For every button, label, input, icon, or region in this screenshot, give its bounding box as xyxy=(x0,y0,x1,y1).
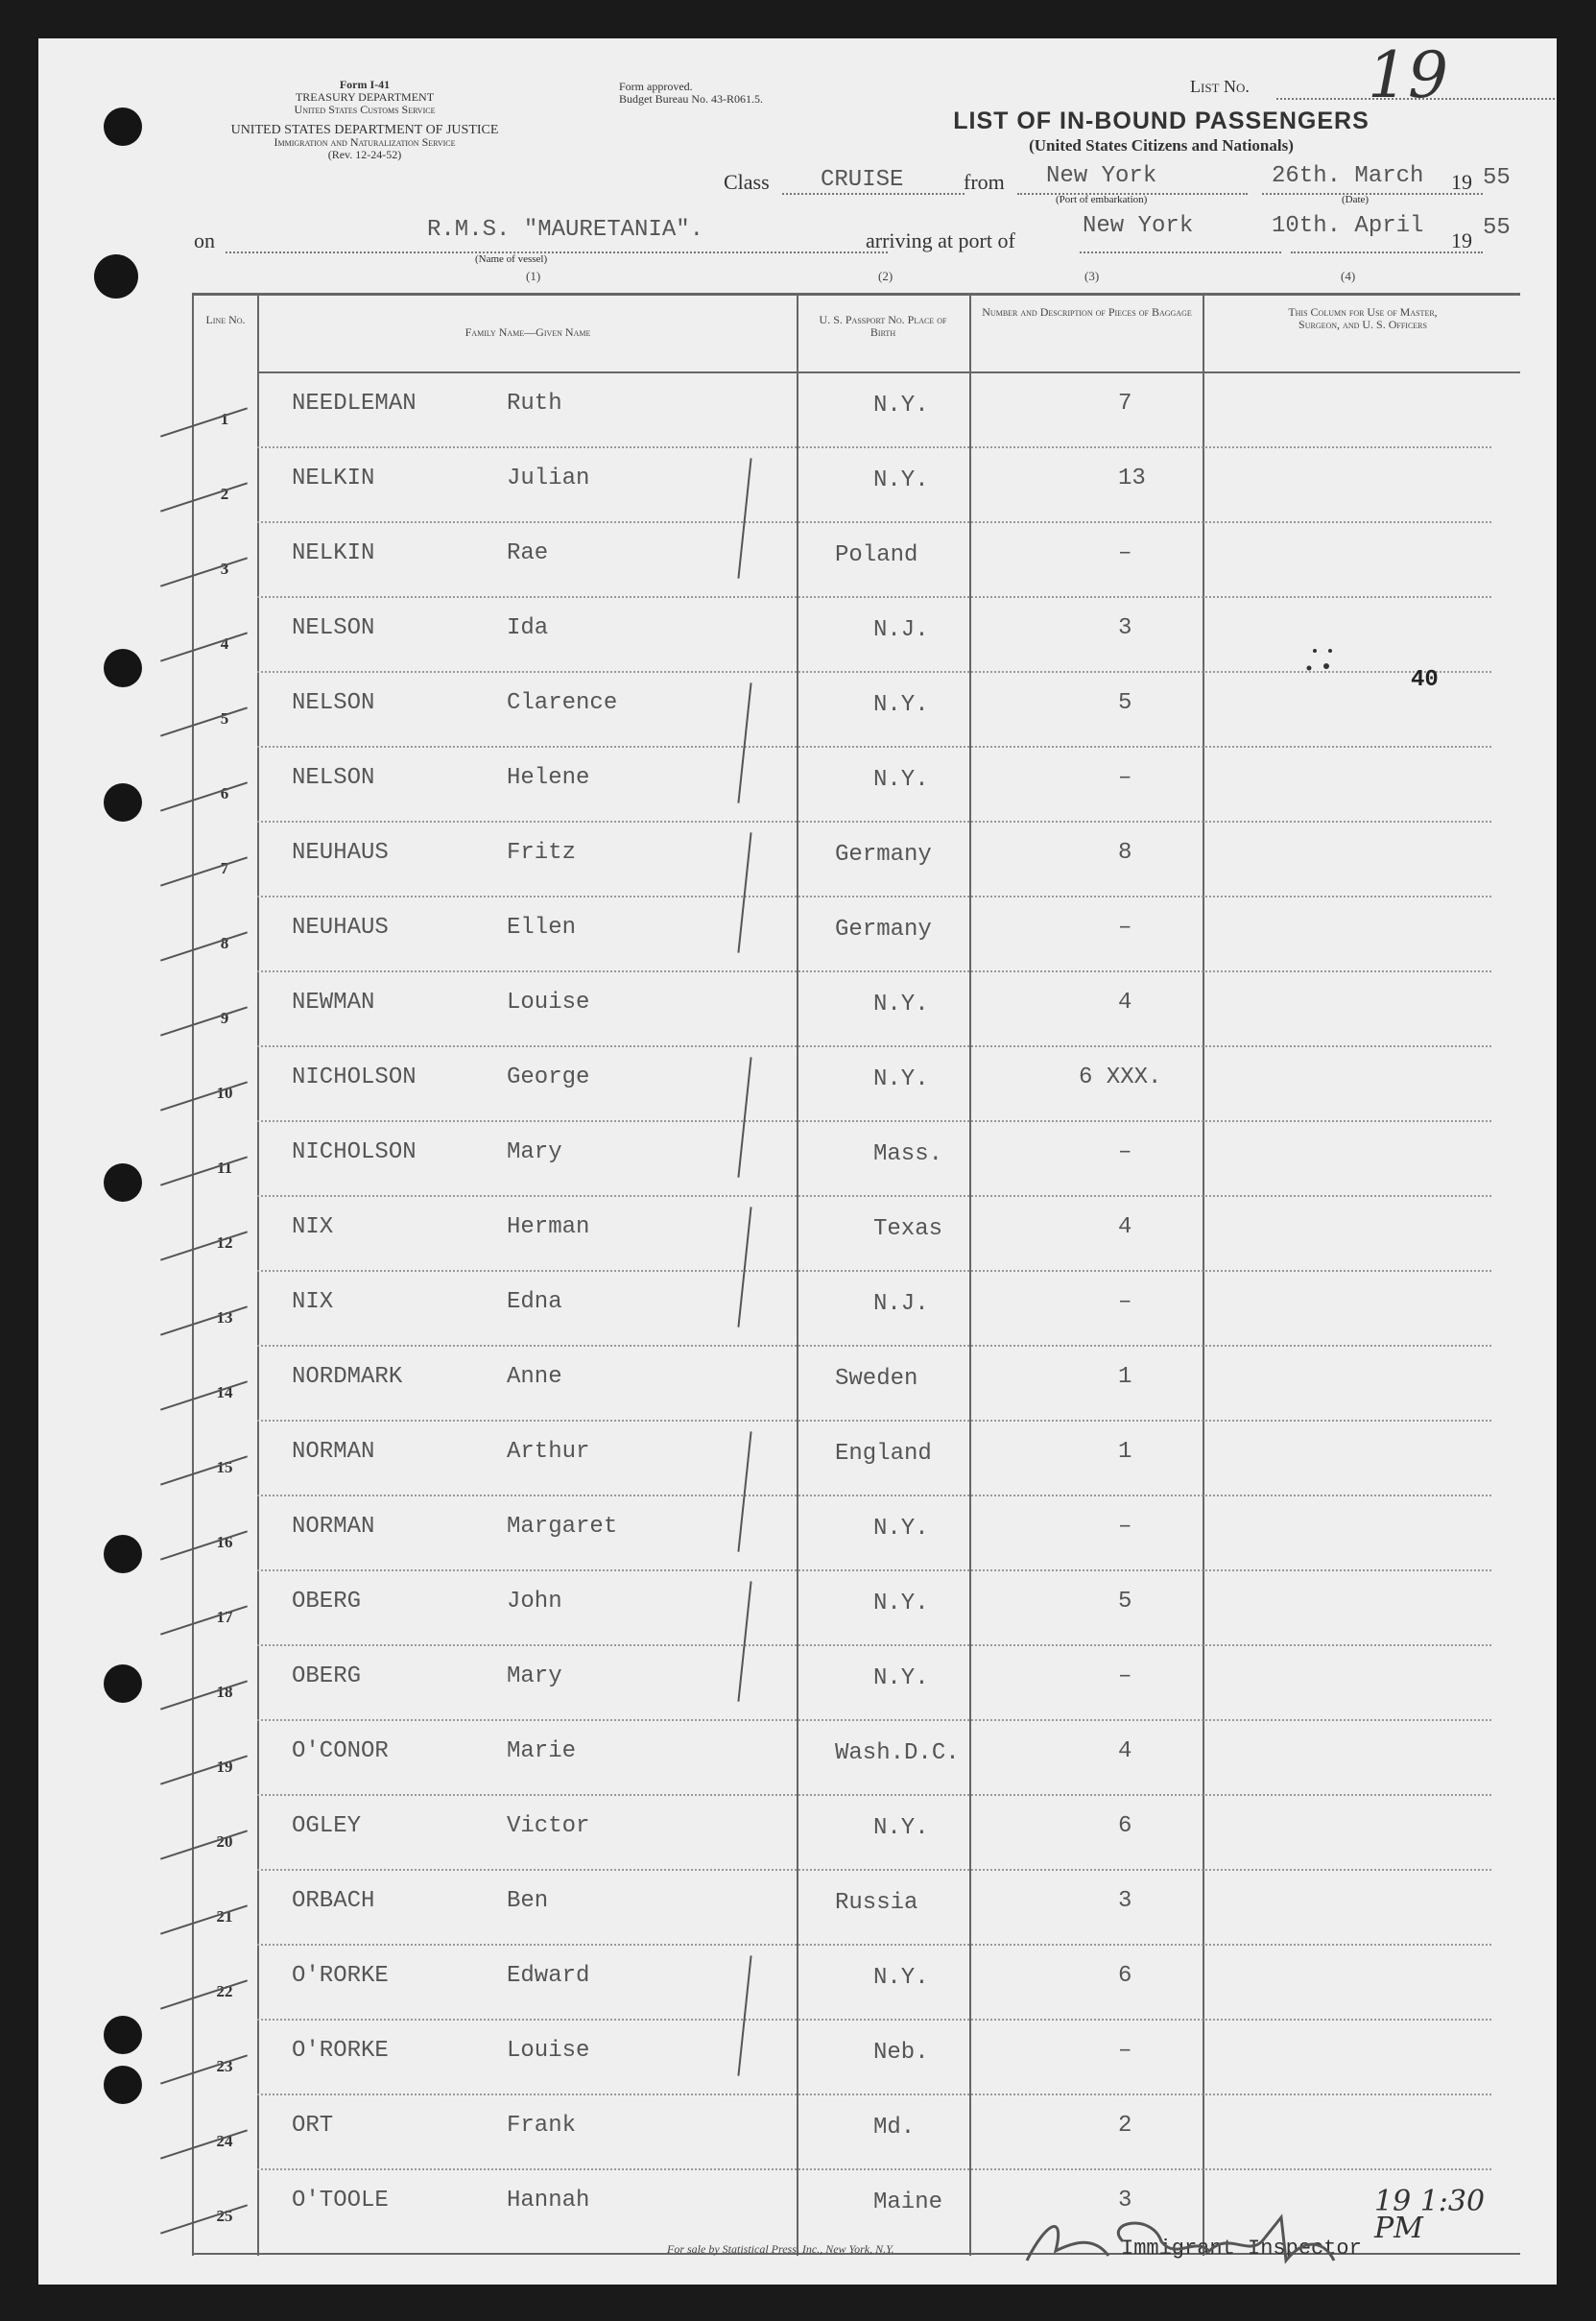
given-name: Edna xyxy=(507,1289,562,1315)
row-divider xyxy=(257,1644,1491,1646)
line-number: 4 xyxy=(220,634,229,653)
baggage-count: 4 xyxy=(1118,990,1132,1016)
list-no-value: 19 xyxy=(1368,38,1448,112)
row-divider xyxy=(257,746,1491,748)
place-of-birth: N.Y. xyxy=(873,692,929,718)
given-name: Mary xyxy=(507,1663,562,1689)
baggage-count: 7 xyxy=(1118,391,1132,417)
given-name: Mary xyxy=(507,1139,562,1165)
customs-service: United States Customs Service xyxy=(294,103,436,116)
place-of-birth: Wash.D.C. xyxy=(835,1740,960,1766)
place-of-birth: N.Y. xyxy=(873,1665,929,1691)
revision: (Rev. 12-24-52) xyxy=(327,148,402,161)
family-bracket xyxy=(737,1955,751,2076)
col-header-passport: U. S. Passport No. Place of Birth xyxy=(819,313,947,339)
given-name: John xyxy=(507,1589,562,1615)
row-divider xyxy=(257,1420,1491,1422)
row-divider xyxy=(257,1045,1491,1047)
row-divider xyxy=(257,1569,1491,1571)
place-of-birth: Mass. xyxy=(873,1141,943,1167)
baggage-count: 13 xyxy=(1118,466,1146,491)
row-divider xyxy=(257,970,1491,972)
line-number: 18 xyxy=(216,1683,233,1701)
arrive-year-value: 55 xyxy=(1483,215,1511,241)
line-number: 20 xyxy=(216,1832,233,1851)
given-name: Ellen xyxy=(507,915,577,941)
place-of-birth: N.Y. xyxy=(873,1815,929,1841)
line-number: 14 xyxy=(216,1383,233,1401)
inspector-label: Immigrant Inspector xyxy=(1121,2237,1362,2261)
place-of-birth: Md. xyxy=(873,2115,916,2141)
baggage-count: – xyxy=(1118,1663,1132,1689)
given-name: Julian xyxy=(507,466,590,491)
given-name: Edward xyxy=(507,1963,590,1989)
place-of-birth: Texas xyxy=(873,1216,943,1242)
family-bracket xyxy=(737,458,751,579)
place-of-birth: Sweden xyxy=(835,1366,918,1392)
vessel-line xyxy=(226,251,888,253)
baggage-count: 4 xyxy=(1118,1738,1132,1764)
place-of-birth: N.J. xyxy=(873,1291,929,1317)
family-name: O'TOOLE xyxy=(292,2188,389,2213)
given-name: Rae xyxy=(507,540,549,566)
family-bracket xyxy=(737,1057,751,1178)
row-divider xyxy=(257,1270,1491,1272)
arrive-year-prefix: 19 xyxy=(1451,228,1472,252)
place-of-birth: N.Y. xyxy=(873,1591,929,1616)
row-divider xyxy=(257,521,1491,523)
line-number: 19 xyxy=(216,1758,233,1776)
given-name: Anne xyxy=(507,1364,562,1390)
family-name: NEUHAUS xyxy=(292,840,389,866)
baggage-count: 8 xyxy=(1118,840,1132,866)
row-divider xyxy=(257,596,1491,598)
family-name: ORT xyxy=(292,2113,334,2139)
given-name: Ida xyxy=(507,615,549,641)
col-number-1: (1) xyxy=(526,269,541,283)
class-value: CRUISE xyxy=(821,167,904,193)
given-name: George xyxy=(507,1065,590,1090)
binder-hole xyxy=(104,2066,142,2104)
family-name: OBERG xyxy=(292,1589,362,1615)
col-divider xyxy=(257,293,259,2256)
binder-hole xyxy=(104,108,142,146)
family-name: NELSON xyxy=(292,615,375,641)
budget-text: Budget Bureau No. 43-R061.5. xyxy=(619,92,763,106)
date-caption: (Date) xyxy=(1342,194,1370,205)
from-year-prefix: 19 xyxy=(1451,170,1472,194)
place-of-birth: Neb. xyxy=(873,2040,929,2066)
col-divider xyxy=(1203,293,1204,2256)
baggage-count: 5 xyxy=(1118,690,1132,716)
form-header-left xyxy=(192,79,537,161)
binder-hole xyxy=(104,1664,142,1703)
binder-hole xyxy=(104,2016,142,2054)
baggage-count: 3 xyxy=(1118,1888,1132,1914)
place-of-birth: N.Y. xyxy=(873,1516,929,1542)
arrive-port-line xyxy=(1080,251,1281,253)
row-divider xyxy=(257,1195,1491,1197)
family-bracket xyxy=(737,1207,751,1328)
baggage-count: 1 xyxy=(1118,1364,1132,1390)
arrive-port-value: New York xyxy=(1083,213,1194,239)
family-name: NICHOLSON xyxy=(292,1065,417,1090)
given-name: Ruth xyxy=(507,391,562,417)
baggage-count: 5 xyxy=(1118,1589,1132,1615)
port-embarkation-caption: (Port of embarkation) xyxy=(1056,194,1148,205)
row-divider xyxy=(257,821,1491,823)
baggage-count: 3 xyxy=(1118,615,1132,641)
table-top-rule xyxy=(192,293,1520,296)
officer-check-marks xyxy=(1296,643,1353,682)
family-name: NELKIN xyxy=(292,540,375,566)
manifest-page xyxy=(38,38,1557,2285)
row-divider xyxy=(257,2168,1491,2170)
line-number: 12 xyxy=(216,1233,233,1252)
col-number-2: (2) xyxy=(878,269,893,283)
family-name: NEEDLEMAN xyxy=(292,391,417,417)
row-divider xyxy=(257,1869,1491,1871)
line-number: 24 xyxy=(216,2132,233,2150)
class-line xyxy=(782,193,965,195)
baggage-count: 2 xyxy=(1118,2113,1132,2139)
col-number-4: (4) xyxy=(1341,269,1356,283)
footer-printer: For sale by Statistical Press, Inc., New York, N.Y. xyxy=(667,2242,894,2256)
family-name: NICHOLSON xyxy=(292,1139,417,1165)
place-of-birth: N.Y. xyxy=(873,1066,929,1092)
family-name: O'CONOR xyxy=(292,1738,389,1764)
row-divider xyxy=(257,446,1491,448)
family-name: NEUHAUS xyxy=(292,915,389,941)
col-header-officers: This Column for Use of Master, Surgeon, and U. S. Officers xyxy=(1288,305,1438,331)
row-divider xyxy=(257,2019,1491,2021)
family-name: NELSON xyxy=(292,690,375,716)
line-number: 17 xyxy=(216,1608,233,1626)
col-header-baggage: Number and Description of Pieces of Baggage xyxy=(982,305,1192,319)
baggage-count: – xyxy=(1118,765,1132,791)
place-of-birth: Germany xyxy=(835,842,932,868)
col-number-3: (3) xyxy=(1084,269,1100,283)
family-name: NELSON xyxy=(292,765,375,791)
row-divider xyxy=(257,1120,1491,1122)
line-number: 1 xyxy=(220,410,229,428)
baggage-count: 3 xyxy=(1118,2188,1132,2213)
line-number: 15 xyxy=(216,1458,233,1476)
justice-dept: UNITED STATES DEPARTMENT OF JUSTICE xyxy=(230,123,499,137)
passenger-table xyxy=(192,293,1520,2256)
row-divider xyxy=(257,2094,1491,2095)
row-divider xyxy=(257,1944,1491,1946)
line-number: 9 xyxy=(220,1009,229,1027)
row-divider xyxy=(257,1495,1491,1496)
given-name: Margaret xyxy=(507,1514,618,1540)
place-of-birth: N.Y. xyxy=(873,393,929,419)
place-of-birth: Poland xyxy=(835,542,918,568)
binder-hole xyxy=(104,1535,142,1573)
baggage-count: 6 XXX. xyxy=(1079,1065,1162,1090)
col-divider xyxy=(969,293,971,2256)
family-name: NORMAN xyxy=(292,1514,375,1540)
family-name: OBERG xyxy=(292,1663,362,1689)
from-date-value: 26th. March xyxy=(1272,163,1424,189)
baggage-count: 6 xyxy=(1118,1813,1132,1839)
place-of-birth: N.J. xyxy=(873,617,929,643)
given-name: Louise xyxy=(507,990,590,1016)
family-name: NELKIN xyxy=(292,466,375,491)
family-name: ORBACH xyxy=(292,1888,375,1914)
arrive-date-value: 10th. April xyxy=(1272,213,1424,239)
family-name: NIX xyxy=(292,1214,334,1240)
given-name: Frank xyxy=(507,2113,577,2139)
family-bracket xyxy=(737,1581,751,1702)
binder-hole xyxy=(104,649,142,687)
family-bracket xyxy=(737,682,751,803)
from-label: from xyxy=(964,170,1005,194)
arriving-label: arriving at port of xyxy=(866,228,1015,252)
family-name: NEWMAN xyxy=(292,990,375,1016)
line-number: 21 xyxy=(216,1907,233,1926)
col-header-line-no: Line No. xyxy=(205,313,246,326)
row-divider xyxy=(257,896,1491,897)
given-name: Hannah xyxy=(507,2188,590,2213)
family-name: OGLEY xyxy=(292,1813,362,1839)
binder-hole xyxy=(104,1163,142,1202)
col-divider xyxy=(797,293,798,2256)
page-title: LIST OF IN-BOUND PASSENGERS xyxy=(953,108,1370,134)
place-of-birth: Germany xyxy=(835,917,932,943)
place-of-birth: N.Y. xyxy=(873,1965,929,1991)
treasury-dept: TREASURY DEPARTMENT xyxy=(295,90,435,104)
line-number: 7 xyxy=(220,859,229,877)
form-number: Form I-41 xyxy=(339,78,391,91)
from-date-line xyxy=(1262,193,1483,195)
row-divider xyxy=(257,1345,1491,1347)
line-number: 23 xyxy=(216,2057,233,2075)
family-bracket xyxy=(737,1431,751,1552)
col-header-name: Family Name—Given Name xyxy=(465,325,591,339)
given-name: Clarence xyxy=(507,690,618,716)
approved-text: Form approved. xyxy=(619,80,693,93)
from-year-value: 55 xyxy=(1483,165,1511,191)
given-name: Louise xyxy=(507,2038,590,2064)
baggage-count: – xyxy=(1118,2038,1132,2064)
baggage-count: – xyxy=(1118,540,1132,566)
place-of-birth: England xyxy=(835,1441,932,1467)
col-divider xyxy=(192,293,194,2256)
form-approval xyxy=(619,81,763,106)
given-name: Herman xyxy=(507,1214,590,1240)
page-subtitle: (United States Citizens and Nationals) xyxy=(1029,136,1294,155)
line-number: 8 xyxy=(220,934,229,952)
vessel-value: R.M.S. "MAURETANIA". xyxy=(427,217,704,243)
header-bottom-rule xyxy=(257,371,1520,373)
line-number: 22 xyxy=(216,1982,233,2000)
baggage-count: – xyxy=(1118,1289,1132,1315)
line-number: 11 xyxy=(216,1159,233,1177)
line-number: 6 xyxy=(220,784,229,802)
baggage-count: – xyxy=(1118,1514,1132,1540)
given-name: Marie xyxy=(507,1738,577,1764)
place-of-birth: N.Y. xyxy=(873,767,929,793)
line-number: 13 xyxy=(216,1308,233,1327)
given-name: Helene xyxy=(507,765,590,791)
family-name: O'RORKE xyxy=(292,1963,389,1989)
officer-note: 40 xyxy=(1411,667,1439,693)
family-name: NORMAN xyxy=(292,1439,375,1465)
line-number: 10 xyxy=(216,1084,233,1102)
line-number: 5 xyxy=(220,709,229,728)
from-port-value: New York xyxy=(1046,163,1157,189)
family-name: NIX xyxy=(292,1289,334,1315)
list-no-label: List No. xyxy=(1190,77,1250,96)
binder-hole xyxy=(104,783,142,822)
baggage-count: 6 xyxy=(1118,1963,1132,1989)
line-number: 2 xyxy=(220,485,229,503)
given-name: Fritz xyxy=(507,840,577,866)
place-of-birth: N.Y. xyxy=(873,467,929,493)
given-name: Ben xyxy=(507,1888,549,1914)
binder-hole xyxy=(94,254,138,299)
place-of-birth: Maine xyxy=(873,2189,943,2215)
signature-time: 19 1:30 PM xyxy=(1374,2185,1486,2245)
baggage-count: 1 xyxy=(1118,1439,1132,1465)
place-of-birth: Russia xyxy=(835,1890,918,1916)
baggage-count: – xyxy=(1118,1139,1132,1165)
line-number: 25 xyxy=(216,2207,233,2225)
given-name: Victor xyxy=(507,1813,590,1839)
given-name: Arthur xyxy=(507,1439,590,1465)
family-name: O'RORKE xyxy=(292,2038,389,2064)
baggage-count: 4 xyxy=(1118,1214,1132,1240)
line-number: 3 xyxy=(220,560,229,578)
ins-service: Immigration and Naturalization Service xyxy=(274,135,456,149)
family-bracket xyxy=(737,832,751,953)
inspector-signature xyxy=(1017,2184,1401,2280)
class-label: Class xyxy=(724,170,770,194)
row-divider xyxy=(257,1719,1491,1721)
vessel-caption: (Name of vessel) xyxy=(475,253,548,265)
line-number: 16 xyxy=(216,1533,233,1551)
on-label: on xyxy=(194,228,215,252)
baggage-count: – xyxy=(1118,915,1132,941)
place-of-birth: N.Y. xyxy=(873,992,929,1017)
family-name: NORDMARK xyxy=(292,1364,403,1390)
row-divider xyxy=(257,1794,1491,1796)
